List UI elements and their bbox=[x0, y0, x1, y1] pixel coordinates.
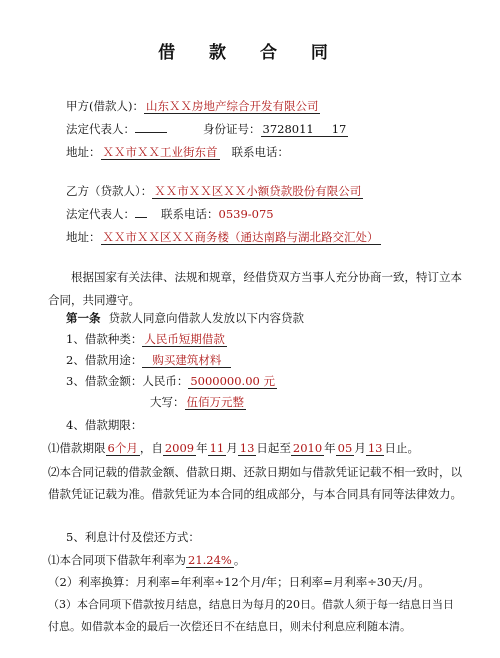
loan-type-label: 1、借款种类： bbox=[66, 332, 143, 346]
term-month-char-2: 月 bbox=[354, 441, 366, 455]
party-b-address-label: 地址： bbox=[66, 230, 101, 244]
party-a-rep-value bbox=[135, 132, 167, 133]
term-year-char: 年 bbox=[196, 441, 208, 455]
interest-rate-prefix: ⑴本合同项下借款年利率为 bbox=[48, 553, 186, 567]
article1-heading: 第一条 bbox=[66, 311, 101, 325]
party-a-id-label: 身份证号： bbox=[203, 122, 261, 136]
party-a-rep-line bbox=[66, 121, 348, 137]
loan-amount-upper-label: 大写： bbox=[150, 395, 185, 409]
term-end-year: 2010 bbox=[292, 441, 323, 455]
loan-amount-upper-value: 伍佰万元整 bbox=[186, 395, 244, 409]
party-a-address-line bbox=[66, 144, 289, 160]
article1-line bbox=[66, 310, 304, 326]
party-a-address-label: 地址： bbox=[66, 145, 101, 159]
interest-rate-line bbox=[48, 552, 245, 568]
term-period-prefix: ⑴借款期限 bbox=[48, 441, 106, 455]
term-end: 日止。 bbox=[384, 441, 419, 455]
term-clause-2: ⑵本合同记载的借款金额、借款日期、还款日期如与借款凭证记载不相一致时，以借款凭证记载为准。借款凭证为本合同的组成部分，与本合同具有同等法律效力。 bbox=[48, 465, 462, 501]
loan-use-line bbox=[66, 352, 231, 368]
loan-amount-value: 5000000.00 元 bbox=[190, 374, 275, 388]
party-b-rep-value bbox=[135, 217, 147, 218]
interest-clause-3: （3）本合同项下借款按月结息，结息日为每月的20日。借款人须于每一结息日当日付息。如借款本金的最后一次偿还日不在结息日，则未付利息应利随本清。 bbox=[48, 598, 454, 633]
party-b-phone: 0539-075 bbox=[218, 207, 274, 221]
contract-title: 借 款 合 同 bbox=[158, 43, 342, 63]
term-end-day: 13 bbox=[367, 441, 383, 455]
party-a-line bbox=[66, 98, 320, 114]
term-start-month: 11 bbox=[209, 441, 225, 455]
loan-use-label: 2、借款用途： bbox=[66, 353, 143, 367]
party-b-address: ＸＸ市ＸＸ区ＸＸ商务楼（通达南路与湖北路交汇处） bbox=[102, 230, 379, 244]
loan-type-line bbox=[66, 331, 227, 347]
term-month-char: 月 bbox=[226, 441, 238, 455]
term-heading: 4、借款期限： bbox=[66, 418, 143, 432]
party-b-rep-label: 法定代表人： bbox=[66, 207, 135, 221]
term-period-line bbox=[48, 440, 419, 456]
preamble: 根据国家有关法律、法规和规章，经借贷双方当事人充分协商一致，特订立本合同，共同遵守。 bbox=[48, 270, 462, 307]
term-start-day: 13 bbox=[239, 441, 255, 455]
term-months: 6个月 bbox=[107, 441, 138, 455]
party-b-name: ＸＸ市ＸＸ区ＸＸ小额贷款股份有限公司 bbox=[154, 184, 362, 198]
loan-amount-label: 3、借款金额：人民币： bbox=[66, 374, 189, 388]
term-from: ，自 bbox=[139, 441, 163, 455]
party-b-rep-line bbox=[66, 206, 274, 222]
article1-text: 贷款人同意向借款人发放以下内容贷款 bbox=[108, 311, 304, 325]
interest-heading: 5、利息计付及偿还方式： bbox=[66, 530, 200, 544]
interest-rate-suffix: 。 bbox=[233, 553, 246, 567]
loan-use-value: 购买建筑材料 bbox=[142, 353, 231, 368]
loan-amount-line bbox=[66, 373, 277, 389]
party-b-line bbox=[66, 183, 363, 199]
term-year-char-2: 年 bbox=[324, 441, 336, 455]
party-a-id-value: 3728011 17 bbox=[262, 122, 347, 136]
interest-conversion: （2）利率换算：月利率=年利率÷12个月/年；日利率=月利率÷30天/月。 bbox=[48, 575, 430, 589]
party-b-address-line bbox=[66, 229, 381, 245]
term-end-month: 05 bbox=[337, 441, 353, 455]
party-b-phone-label: 联系电话： bbox=[161, 207, 219, 221]
loan-amount-upper-line bbox=[150, 394, 246, 410]
loan-type-value: 人民币短期借款 bbox=[144, 332, 225, 346]
party-a-label: 甲方(借款人)： bbox=[66, 99, 144, 113]
term-start-year: 2009 bbox=[164, 441, 195, 455]
party-b-label: 乙方（贷款人）： bbox=[66, 184, 153, 198]
interest-rate: 21.24% bbox=[188, 553, 232, 567]
term-until: 日起至 bbox=[256, 441, 291, 455]
party-a-name: 山东ＸＸ房地产综合开发有限公司 bbox=[145, 99, 319, 113]
party-a-phone-label: 联系电话： bbox=[231, 145, 289, 159]
party-a-rep-label: 法定代表人： bbox=[66, 122, 135, 136]
party-a-address: ＸＸ市ＸＸ工业街东首 bbox=[102, 145, 218, 159]
